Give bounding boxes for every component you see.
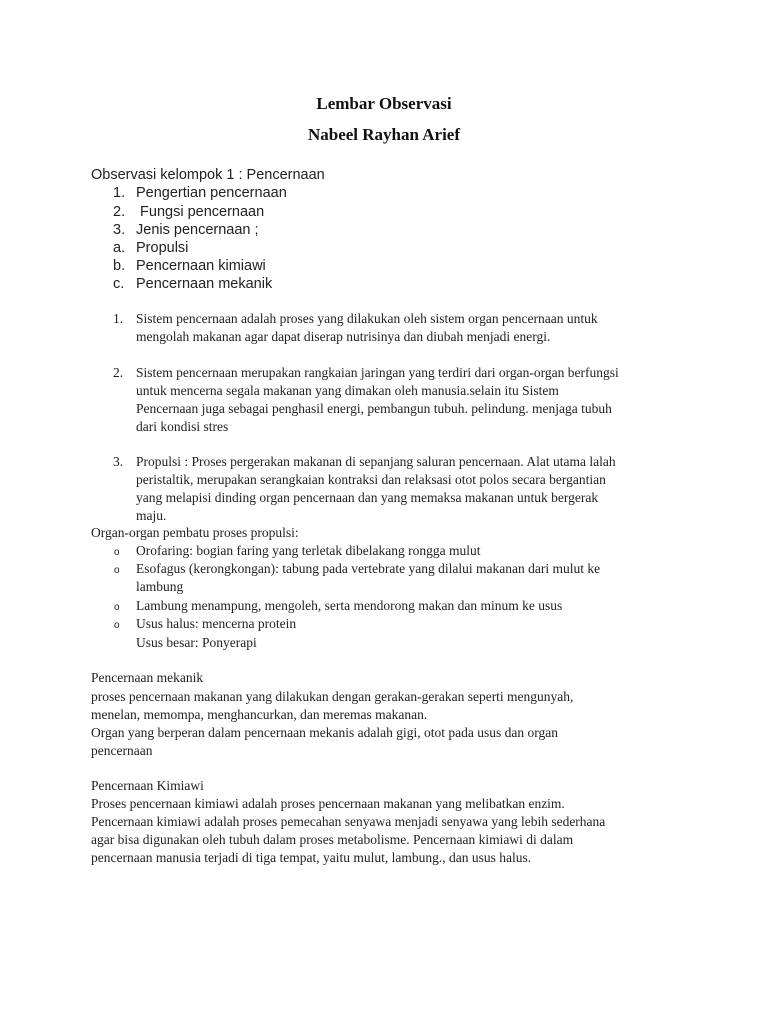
kimiawi-line: pencernaan manusia terjadi di tiga tempat, yaitu mulut, lambung., dan usus halus. [91, 850, 532, 865]
bullet-marker: o [114, 565, 120, 576]
bullet-marker: o [114, 602, 120, 613]
answer-line: Sistem pencernaan merupakan rangkaian jaringan yang terdiri dari organ-organ berfungsi [136, 365, 619, 380]
intro-heading: Observasi kelompok 1 : Pencernaan [91, 167, 325, 183]
answer-line: dari kondisi stres [136, 419, 229, 434]
intro-item: Pengertian pencernaan [136, 185, 287, 201]
intro-item: Pencernaan mekanik [136, 276, 273, 292]
intro-item: Jenis pencernaan ; [136, 222, 259, 238]
answer-line: yang melapisi dinding organ pencernaan dan yang memaksa makanan untuk bergerak [136, 490, 599, 505]
answer-line: mengolah makanan agar dapat diserap nutrisinya dan diubah menjadi energi. [136, 329, 551, 344]
answer-line: Pencernaan juga sebagai penghasil energi, pembangun tubuh. pelindung. menjaga tubuh [136, 401, 612, 416]
intro-marker: a. [113, 240, 126, 256]
organ-line: lambung [136, 579, 184, 594]
answer-line: peristaltik, merupakan serangkaian kontraksi dan relaksasi otot polos secara bergantian [136, 472, 606, 487]
kimiawi-heading: Pencernaan Kimiawi [91, 778, 204, 793]
answer-marker: 1. [113, 311, 124, 326]
answer-line: Sistem pencernaan adalah proses yang dilakukan oleh sistem organ pencernaan untuk [136, 311, 598, 326]
mekanik-line: Organ yang berperan dalam pencernaan mekanis adalah gigi, otot pada usus dan organ [91, 725, 558, 740]
document-title: Lembar Observasi [316, 94, 452, 113]
bullet-marker: o [114, 620, 120, 631]
answer-marker: 2. [113, 365, 124, 380]
kimiawi-line: agar bisa digunakan oleh tubuh dalam proses metabolisme. Pencernaan kimiawi di dalam [91, 832, 574, 847]
bullet-marker: o [114, 547, 120, 558]
organ-line: Usus besar: Ponyerapi [136, 635, 257, 650]
organs-heading: Organ-organ pembatu proses propulsi: [91, 525, 299, 540]
mekanik-heading: Pencernaan mekanik [91, 670, 204, 685]
organ-line: Lambung menampung, mengoleh, serta mendorong makan dan minum ke usus [136, 598, 563, 613]
intro-item: Propulsi [136, 240, 189, 256]
answer-marker: 3. [113, 454, 124, 469]
mekanik-line: menelan, memompa, menghancurkan, dan meremas makanan. [91, 707, 428, 722]
organ-line: Orofaring: bogian faring yang terletak dibelakang rongga mulut [136, 543, 481, 558]
intro-item: Pencernaan kimiawi [136, 258, 266, 274]
organ-line: Esofagus (kerongkongan): tabung pada vertebrate yang dilalui makanan dari mulut ke [136, 561, 601, 576]
intro-marker: 2. [113, 204, 126, 220]
author-name: Nabeel Rayhan Arief [307, 125, 461, 144]
answer-line: Propulsi : Proses pergerakan makanan di sepanjang saluran pencernaan. Alat utama lalah [136, 454, 616, 469]
mekanik-line: proses pencernaan makanan yang dilakukan dengan gerakan-gerakan seperti mengunyah, [91, 689, 574, 704]
organ-line: Usus halus: mencerna protein [136, 616, 297, 631]
mekanik-line: pencernaan [91, 743, 153, 758]
kimiawi-line: Pencernaan kimiawi adalah proses pemecahan senyawa menjadi senyawa yang lebih sederhana [91, 814, 606, 829]
intro-item: Fungsi pencernaan [136, 204, 265, 220]
intro-marker: 3. [113, 222, 126, 238]
intro-marker: b. [113, 258, 126, 274]
answer-line: maju. [136, 508, 167, 523]
kimiawi-line: Proses pencernaan kimiawi adalah proses pencernaan makanan yang melibatkan enzim. [91, 796, 565, 811]
intro-marker: c. [113, 276, 125, 292]
intro-marker: 1. [113, 185, 126, 201]
answer-line: untuk mencerna segala makanan yang dimakan oleh manusia.selain itu Sistem [136, 383, 559, 398]
